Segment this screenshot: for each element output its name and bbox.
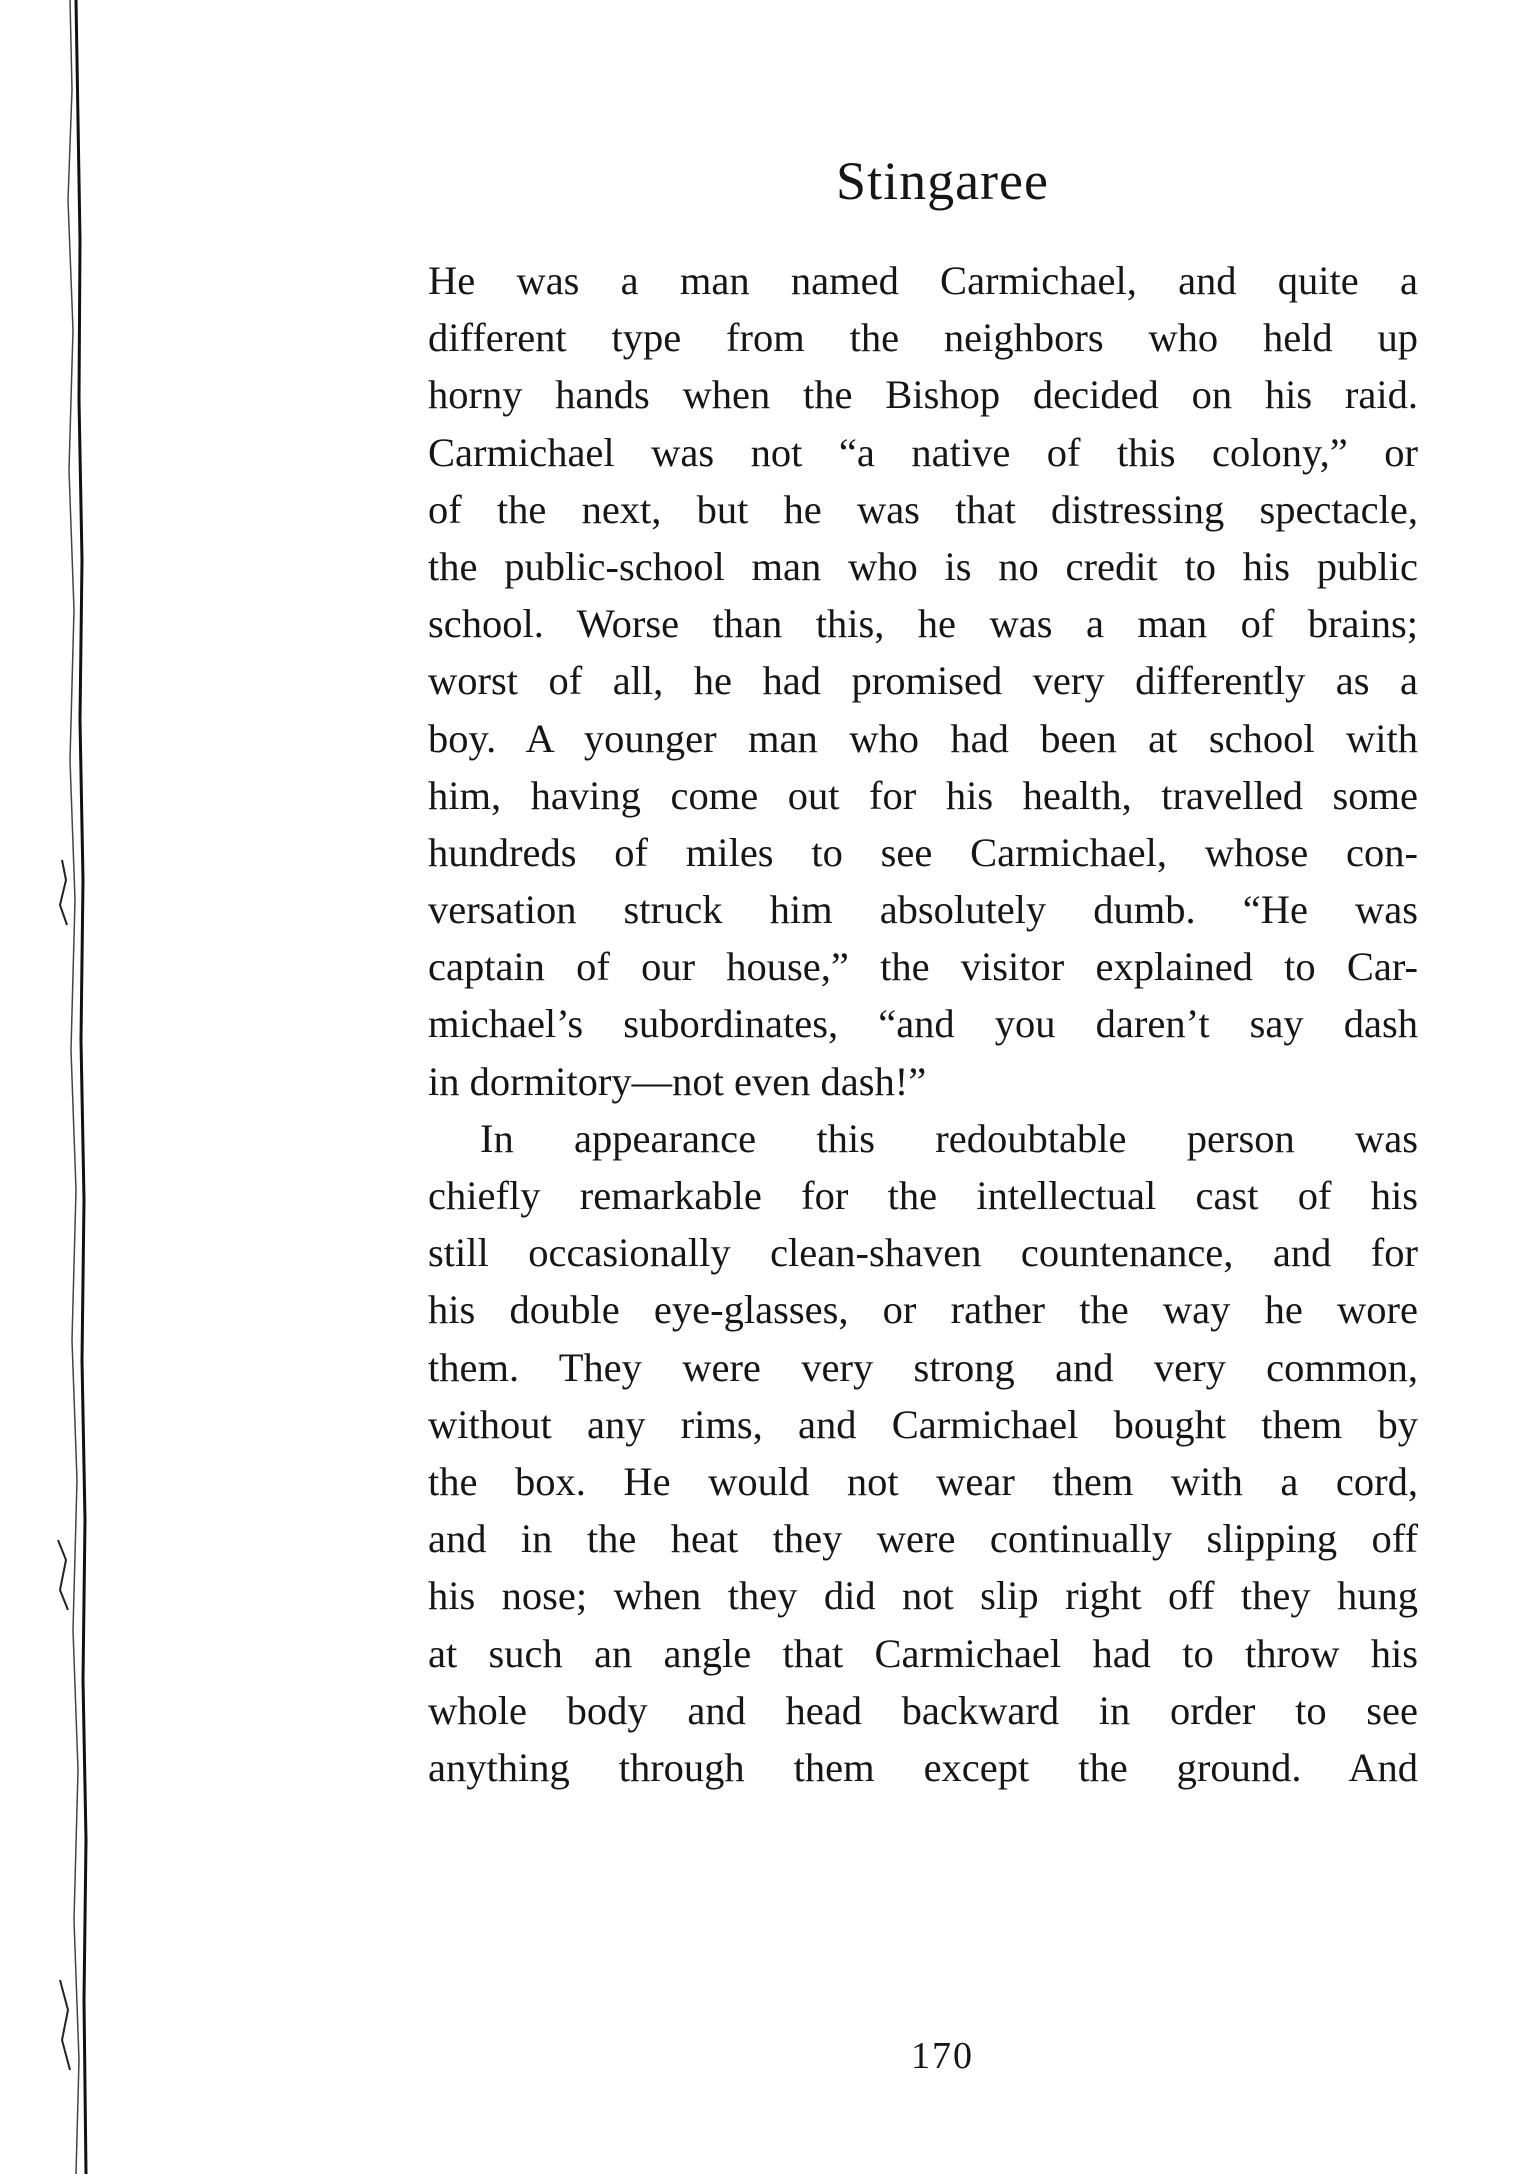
text-line: anything through them except the ground. And (428, 1744, 1418, 1790)
page-number: 170 (911, 2035, 974, 2077)
text-line: his double eye-glasses, or rather the way he wore (428, 1287, 1418, 1333)
text-line: the public-school man who is no credit to his public (428, 543, 1418, 589)
scanned-binding-edge (0, 0, 90, 2174)
text-line: them. They were very strong and very common, (428, 1344, 1418, 1390)
text-line: his nose; when they did not slip right off they hung (428, 1573, 1418, 1619)
text-line: Carmichael was not “a native of this colony,” or (428, 429, 1418, 475)
text-line: whole body and head backward in order to see (428, 1687, 1418, 1733)
text-line: horny hands when the Bishop decided on his raid. (428, 372, 1418, 418)
text-line: the box. He would not wear them with a cord, (428, 1458, 1418, 1504)
text-line: versation struck him absolutely dumb. “He was (428, 887, 1418, 933)
text-line: still occasionally clean-shaven countenance, and for (428, 1230, 1418, 1276)
text-line: chiefly remarkable for the intellectual cast of his (428, 1173, 1418, 1218)
text-line: and in the heat they were continually slipping off (428, 1516, 1418, 1562)
text-line: without any rims, and Carmichael bought them by (428, 1401, 1418, 1447)
text-line: captain of our house,” the visitor explained to Car- (428, 944, 1418, 990)
text-line: school. Worse than this, he was a man of brains; (428, 601, 1418, 647)
text-line: hundreds of miles to see Carmichael, whose con- (428, 829, 1418, 875)
running-head: Stingaree (836, 151, 1049, 211)
text-line: He was a man named Carmichael, and quite a (428, 258, 1418, 303)
text-line: him, having come out for his health, travelled some (428, 772, 1418, 818)
text-line: of the next, but he was that distressing spectacle, (428, 486, 1418, 532)
binding-edge-fray (58, 860, 70, 2070)
text-line: michael’s subordinates, “and you daren’t say dash (428, 1001, 1418, 1047)
text-line: at such an angle that Carmichael had to throw his (428, 1630, 1418, 1676)
text-line: boy. A younger man who had been at school with (428, 715, 1418, 761)
binding-edge-shadow (68, 0, 79, 2174)
text-line: in dormitory—not even dash!” (428, 1058, 927, 1104)
text-line: In appearance this redoubtable person was (480, 1115, 1418, 1161)
binding-edge-stroke (76, 0, 86, 2174)
text-line: different type from the neighbors who held up (428, 315, 1418, 361)
text-line: worst of all, he had promised very differently as a (428, 658, 1418, 704)
body-text (428, 252, 1418, 1796)
